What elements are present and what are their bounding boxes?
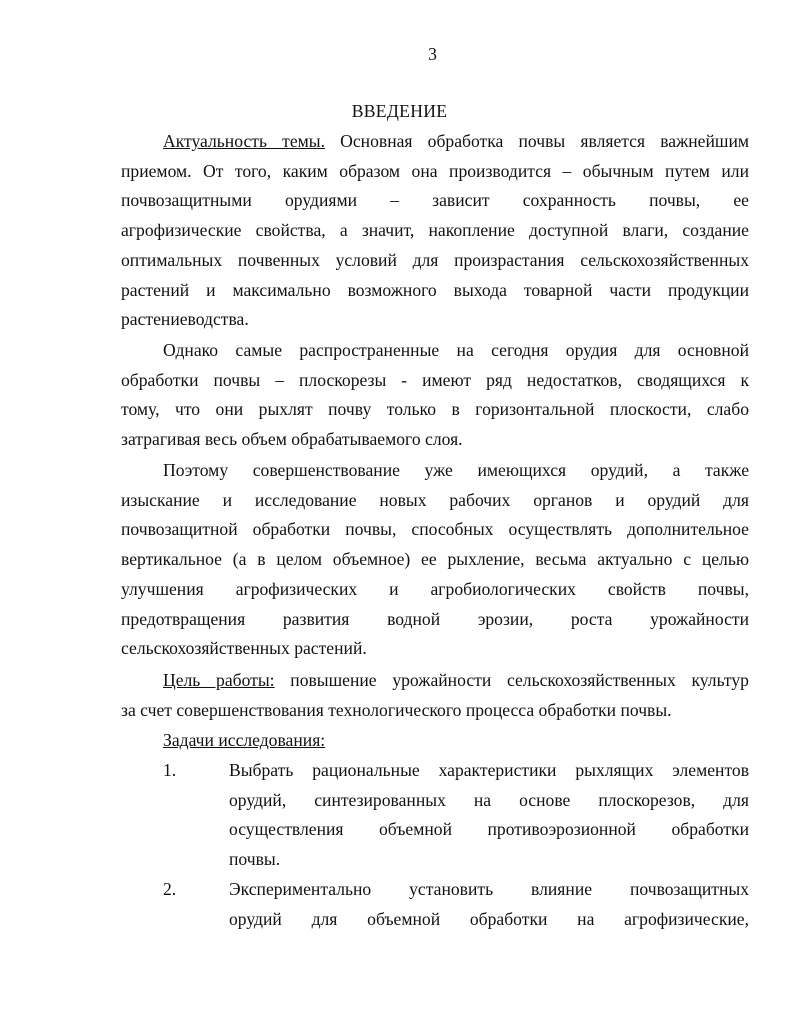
p3-line-3: почвозащитной обработки почвы, способных осуществлять дополнительное [121,519,749,540]
relevance-line-3: почвозащитными орудиями – зависит сохранность почвы, ее [121,190,749,211]
p3-line-2: изыскание и исследование новых рабочих органов и орудий для [121,489,749,510]
task-text: Выбрать рациональные характеристики рыхлящих элементов орудий, синтезированных на основе плоскорезов, для осуществления объемной противоэрозионной обработки почвы. [229,760,749,870]
relevance-line-6: растений и максимально возможного выхода товарной части продукции [121,279,749,300]
paragraph-2 [121,336,749,455]
tasks-heading: Задачи исследования: [163,730,326,750]
relevance-line-1: Актуальность темы. Основная обработка почвы является важнейшим [163,131,749,151]
goal-paragraph [121,666,749,725]
task-number: 2. [163,879,177,899]
p3-line-1: Поэтому совершенствование уже имеющихся орудий, а также [163,460,749,480]
relevance-line-5: оптимальных почвенных условий для произрастания сельскохозяйственных [121,249,749,270]
section-title: ВВЕДЕНИЕ [351,101,448,121]
relevance-paragraph [121,127,749,335]
relevance-line-2: приемом. От того, каким образом она производится – обычным путем или [121,160,749,181]
task-number: 1. [163,760,177,780]
tasks-heading-block [121,726,749,756]
p2-line-1: Однако самые распространенные на сегодня орудия для основной [163,340,749,360]
goal-lead: Цель работы: [163,670,275,690]
p3-line-7: сельскохозяйственных растений. [121,638,367,659]
goal-line-1: Цель работы: повышение урожайности сельскохозяйственных культур [163,670,749,690]
relevance-line-4: агрофизические свойства, а значит, накопление доступной влаги, создание [121,220,749,241]
p3-line-6: предотвращения развития водной эрозии, роста урожайности [121,608,749,629]
goal-line-2: за счет совершенствования технологического процесса обработки почвы. [121,699,672,720]
page-number: 3 [428,44,437,64]
task-text: Экспериментально установить влияние почвозащитных орудий для объемной обработки на агрофизические, [229,879,749,929]
relevance-lead: Актуальность темы. [163,131,325,151]
p2-line-2: обработки почвы – плоскорезы - имеют ряд недостатков, сводящихся к [121,369,749,390]
relevance-line-7: растениеводства. [121,309,249,330]
p2-line-3: тому, что они рыхлят почву только в горизонтальной плоскости, слабо [121,399,749,420]
paragraph-3 [121,456,749,664]
p3-line-4: вертикальное (а в целом объемное) ее рыхление, весьма актуально с целью [121,549,749,570]
p2-line-4: затрагивая весь объем обрабатываемого слоя. [121,429,463,450]
p3-line-5: улучшения агрофизических и агробиологических свойств почвы, [121,578,749,599]
